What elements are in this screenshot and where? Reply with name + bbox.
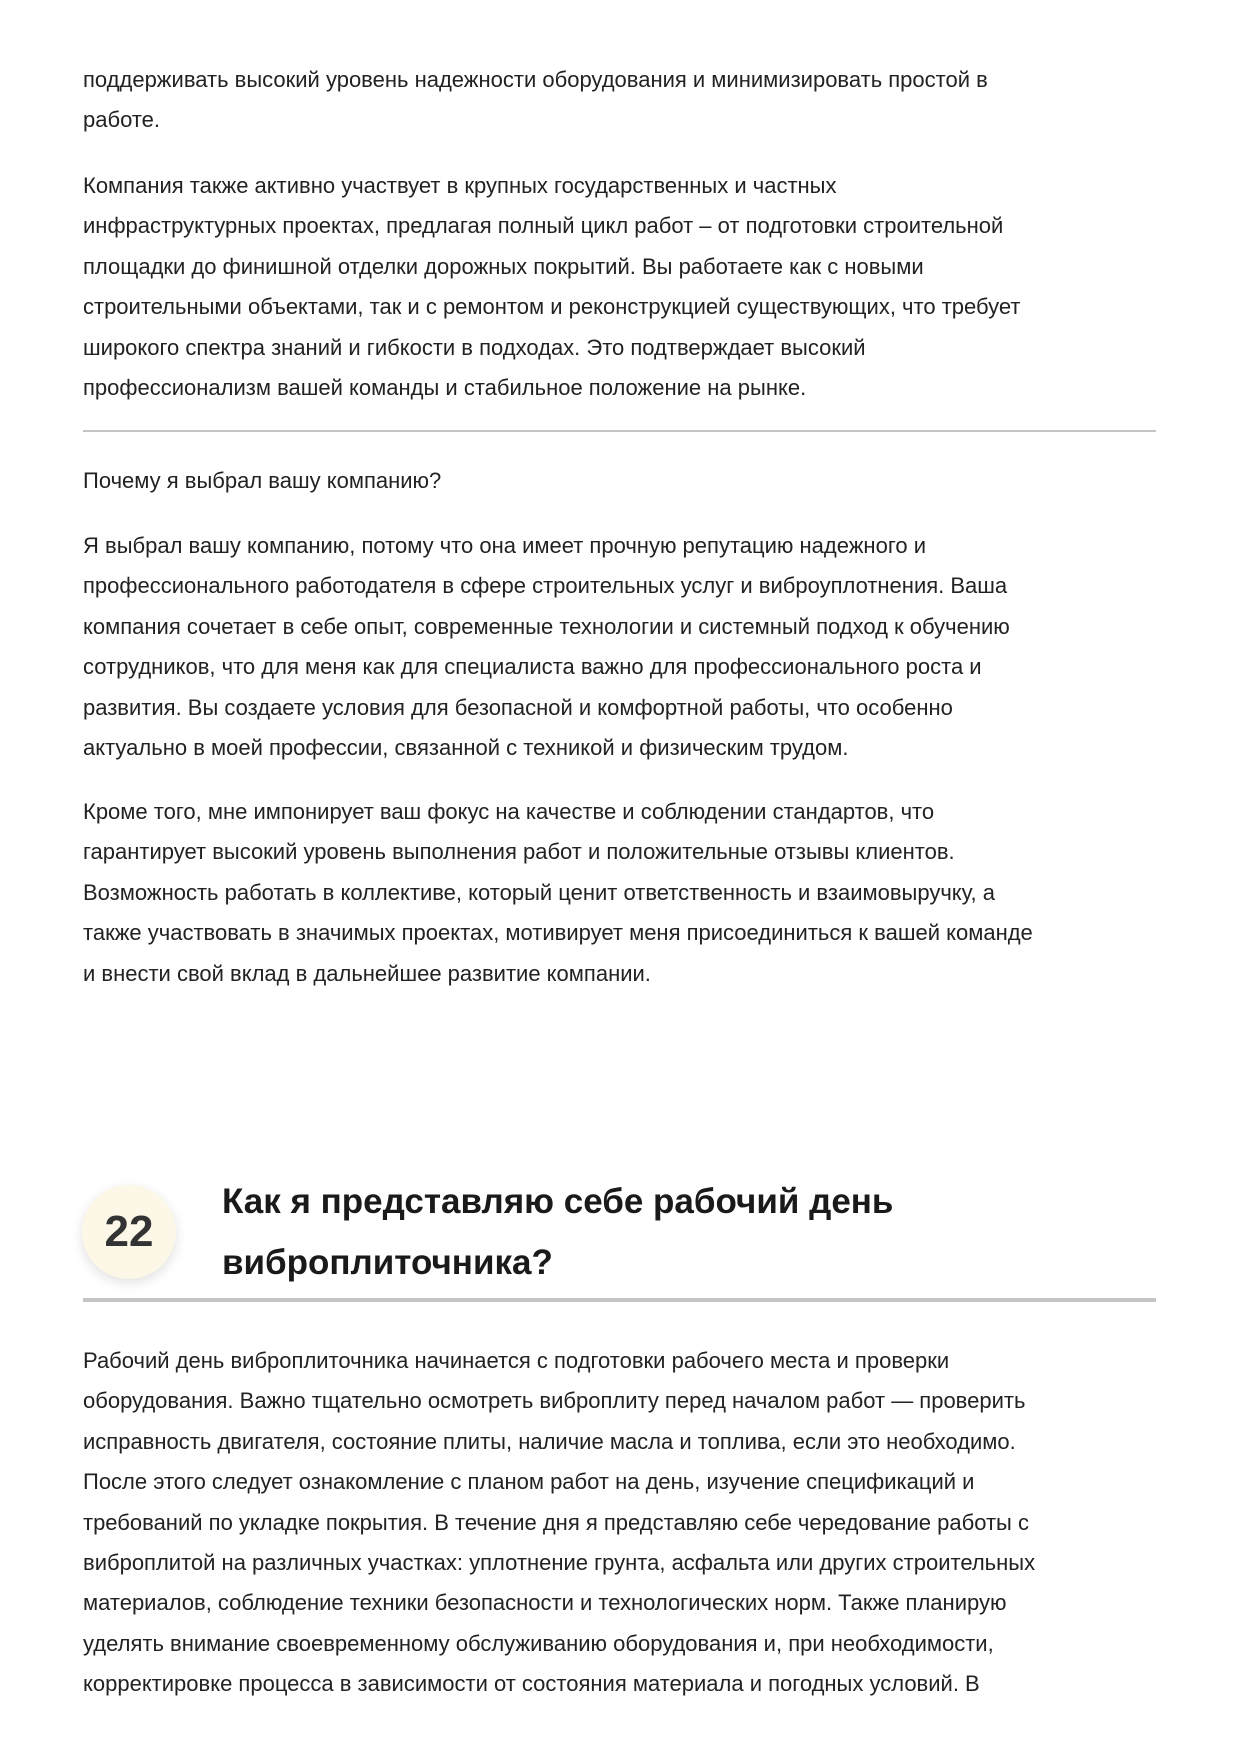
text-line: сотрудников, что для меня как для специалиста важно для профессионального роста и (83, 654, 982, 680)
text-line: площадки до финишной отделки дорожных покрытий. Вы работаете как с новыми (83, 253, 924, 279)
text-line: актуально в моей профессии, связанной с техникой и физическим трудом. (83, 735, 849, 761)
text-line: исправность двигателя, состояние плиты, наличие масла и топлива, если это необходимо. (83, 1428, 1016, 1454)
text-line: также участвовать в значимых проектах, мотивирует меня присоединиться к вашей команде (83, 920, 1033, 946)
paragraph-why-company (83, 526, 1010, 768)
text-line: Я выбрал вашу компанию, потому что она имеет прочную репутацию надежного и (83, 533, 926, 558)
text-line: работе. (83, 107, 160, 133)
text-line: инфраструктурных проектах, предлагая полный цикл работ – от подготовки строительной (83, 213, 1004, 239)
paragraph-standards (83, 792, 1033, 994)
heading-line: виброплиточника? (222, 1243, 553, 1282)
paragraph-equipment-reliability (83, 60, 988, 141)
text-line: строительными объектами, так и с ремонтом и реконструкцией существующих, что требует (83, 294, 1021, 320)
text-line: развития. Вы создаете условия для безопасной и комфортной работы, что особенно (83, 694, 953, 720)
text-line: После этого следует ознакомление с планом работ на день, изучение спецификаций и (83, 1469, 975, 1495)
text-line: материалов, соблюдение техники безопасности и технологических норм. Также планирую (83, 1590, 1007, 1616)
text-line: Почему я выбрал вашу компанию? (83, 468, 442, 493)
text-line: корректировке процесса в зависимости от состояния материала и погодных условий. В (83, 1671, 980, 1697)
text-line: Рабочий день виброплиточника начинается с подготовки рабочего места и проверки (83, 1348, 950, 1373)
text-line: широкого спектра знаний и гибкости в подходах. Это подтверждает высокий (83, 334, 866, 360)
text-line: гарантирует высокий уровень выполнения работ и положительные отзывы клиентов. (83, 839, 955, 865)
text-line: поддерживать высокий уровень надежности оборудования и минимизировать простой в (83, 67, 988, 92)
text-line: профессионализм вашей команды и стабильное положение на рынке. (83, 375, 807, 401)
section-divider (83, 1298, 1156, 1302)
question-why-company (83, 461, 441, 501)
paragraph-workday (83, 1341, 1035, 1705)
section-heading (222, 1171, 893, 1293)
text-line: Кроме того, мне импонирует ваш фокус на качестве и соблюдении стандартов, что (83, 799, 935, 824)
divider (83, 430, 1156, 432)
text-line: Возможность работать в коллективе, который ценит ответственность и взаимовыручку, а (83, 879, 995, 905)
text-line: уделять внимание своевременному обслуживанию оборудования и, при необходимости, (83, 1630, 994, 1656)
text-line: виброплитой на различных участках: уплотнение грунта, асфальта или других строительных (83, 1550, 1036, 1576)
paragraph-company-projects (83, 166, 1020, 408)
text-line: компания сочетает в себе опыт, современные технологии и системный подход к обучению (83, 613, 1010, 639)
text-line: и внести свой вклад в дальнейшее развитие компании. (83, 960, 651, 986)
text-line: требований по укладке покрытия. В течение дня я представляю себе чередование работы с (83, 1509, 1029, 1535)
text-line: оборудования. Важно тщательно осмотреть виброплиту перед началом работ — проверить (83, 1388, 1026, 1414)
text-line: Компания также активно участвует в крупных государственных и частных (83, 173, 837, 198)
section-number-badge: 22 (82, 1185, 176, 1279)
heading-line: Как я представляю себе рабочий день (222, 1182, 894, 1221)
text-line: профессионального работодателя в сфере строительных услуг и виброуплотнения. Ваша (83, 573, 1008, 599)
